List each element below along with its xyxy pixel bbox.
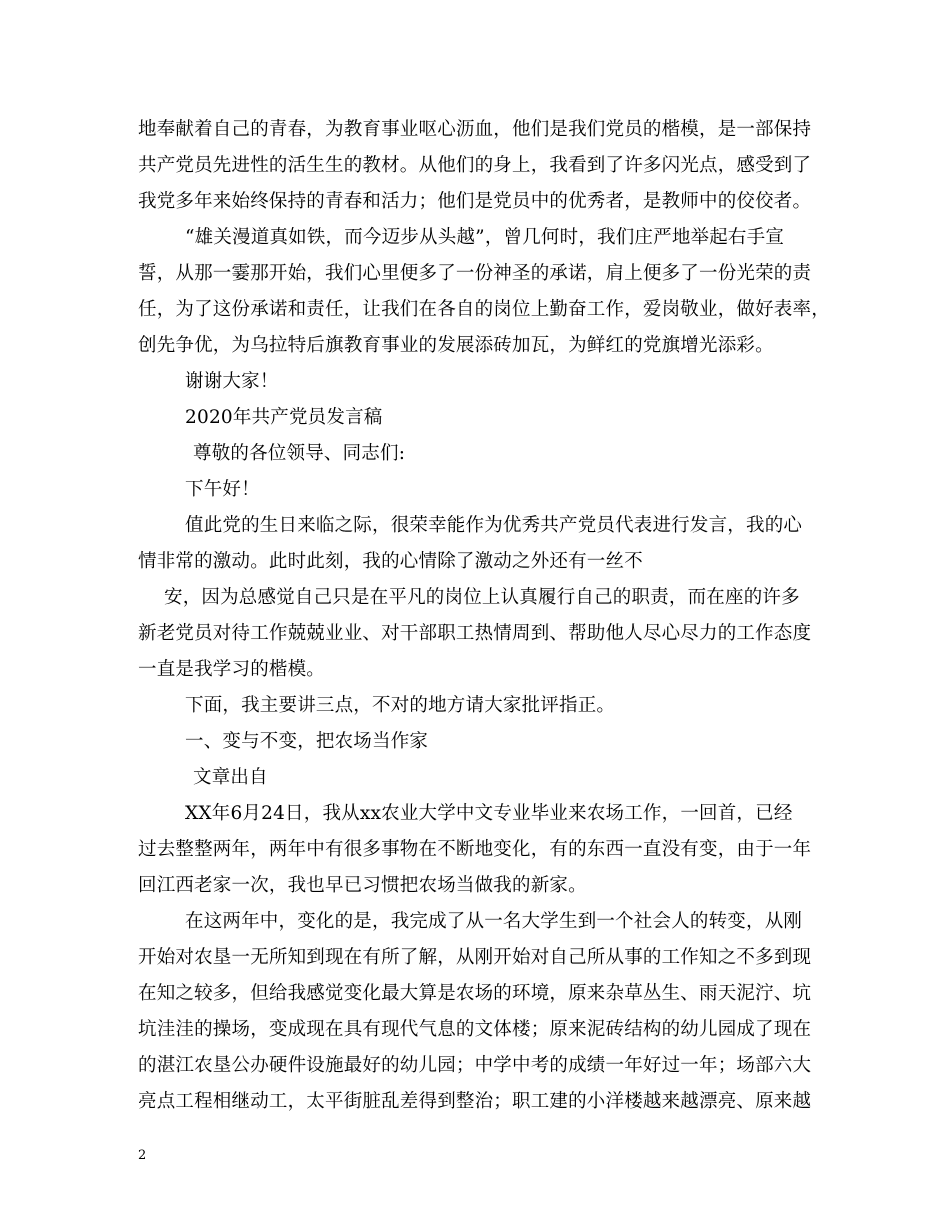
text-line: XX年6月24日，我从xx农业大学中文专业毕业来农场工作，一回首，已经	[185, 803, 793, 824]
text-line: 坑洼洼的操场，变成现在具有现代气息的文体楼；原来泥砖结构的幼儿园成了现在	[138, 1019, 812, 1040]
text-line: 开始对农垦一无所知到现在有所了解，从刚开始对自己所从事的工作知之不多到现	[138, 947, 812, 968]
source-note: 文章出自	[193, 767, 268, 788]
text-line: 誓，从那一霎那开始，我们心里便多了一份神圣的承诺，肩上便多了一份光荣的责	[138, 263, 812, 284]
text-line: 过去整整两年，两年中有很多事物在不断地变化，有的东西一直没有变，由于一年	[138, 839, 812, 860]
text-line: “雄关漫道真如铁，而今迈步从头越”，曾几何时，我们庄严地举起右手宣	[185, 227, 785, 248]
text-line: 新老党员对待工作兢兢业业、对干部职工热情周到、帮助他人尽心尽力的工作态度	[138, 623, 812, 644]
text-line: 亮点工程相继动工，太平街脏乱差得到整治；职工建的小洋楼越来越漂亮、原来越	[138, 1091, 812, 1112]
salutation-line: 尊敬的各位领导、同志们:	[193, 443, 406, 464]
text-line: 的湛江农垦公办硬件设施最好的幼儿园；中学中考的成绩一年好过一年；场部六大	[138, 1055, 812, 1076]
text-line: 地奉献着自己的青春，为教育事业呕心沥血，他们是我们党员的楷模，是一部保持	[138, 119, 812, 140]
text-line: 情非常的激动。此时此刻，我的心情除了激动之外还有一丝不	[138, 551, 643, 572]
text-line: 一直是我学习的楷模。	[138, 659, 326, 680]
heading-line: 2020年共产党员发言稿	[185, 407, 383, 428]
section-heading: 一、变与不变，把农场当作家	[185, 731, 429, 752]
text-line: 谢谢大家！	[185, 371, 279, 392]
page-number: 2	[138, 1148, 147, 1163]
text-line: 任，为了这份承诺和责任，让我们在各自的岗位上勤奋工作，爱岗敬业，做好表率，	[138, 299, 830, 320]
text-line: 我党多年来始终保持的青春和活力；他们是党员中的优秀者，是教师中的佼佼者。	[138, 191, 812, 212]
text-line: 值此党的生日来临之际，很荣幸能作为优秀共产党员代表进行发言，我的心	[185, 515, 803, 536]
text-line: 回江西老家一次，我也早已习惯把农场当做我的新家。	[138, 875, 587, 896]
text-line: 安，因为总感觉自己只是在平凡的岗位上认真履行自己的职责，而在座的许多	[164, 587, 800, 608]
text-line: 下面，我主要讲三点，不对的地方请大家批评指正。	[185, 695, 616, 716]
text-line: 在这两年中，变化的是，我完成了从一名大学生到一个社会人的转变，从刚	[185, 911, 803, 932]
greeting-line: 下午好！	[185, 479, 260, 500]
text-line: 共产党员先进性的活生生的教材。从他们的身上，我看到了许多闪光点，感受到了	[138, 155, 812, 176]
text-line: 在知之较多，但给我感觉变化最大算是农场的环境，原来杂草丛生、雨天泥泞、坑	[138, 983, 812, 1004]
text-line: 创先争优，为乌拉特后旗教育事业的发展添砖加瓦，为鲜红的党旗增光添彩。	[138, 335, 774, 356]
